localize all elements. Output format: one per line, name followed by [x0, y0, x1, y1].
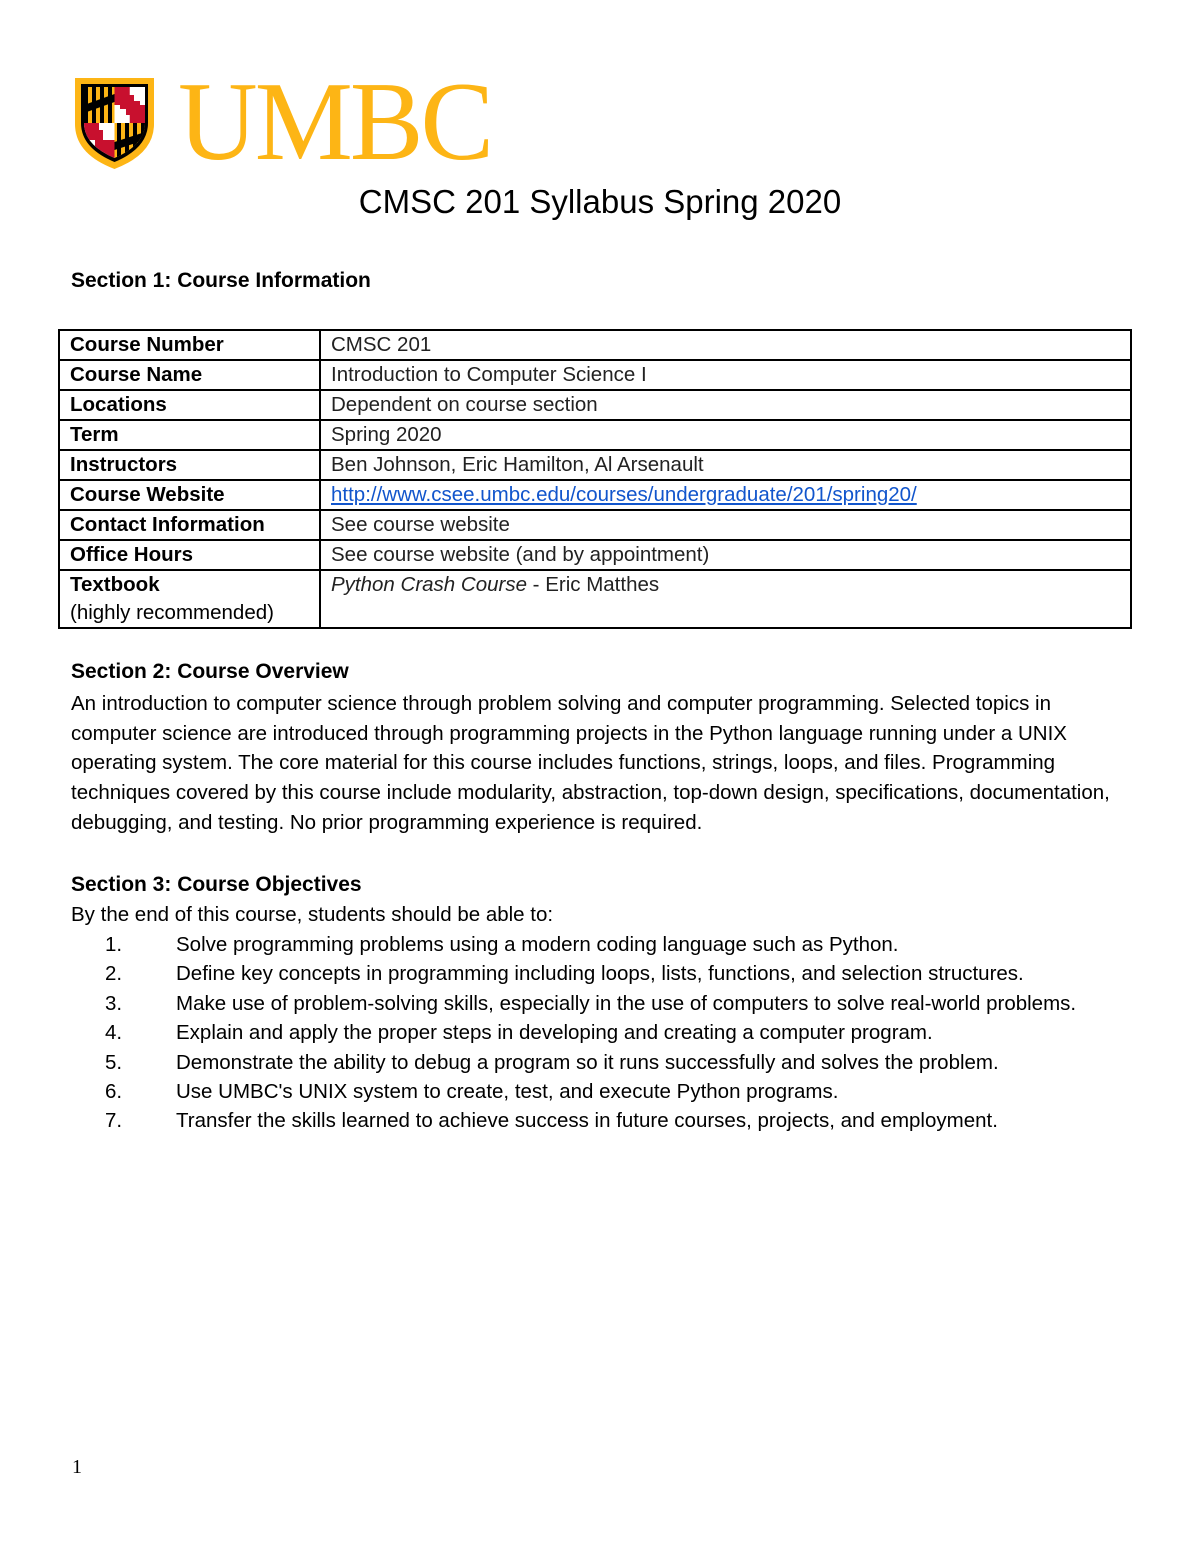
item-number: 6.	[105, 1079, 123, 1103]
row-key: Term	[59, 420, 320, 450]
item-number: 7.	[105, 1109, 123, 1133]
table-row	[59, 510, 1131, 540]
list-item	[0, 959, 1200, 988]
table-row	[59, 450, 1131, 480]
umbc-wordmark: UMBC	[178, 60, 492, 184]
row-key: Instructors	[59, 450, 320, 480]
item-number: 2.	[105, 962, 123, 986]
item-text: Make use of problem-solving skills, especially in the use of computers to solve real-world problems.	[176, 991, 1077, 1015]
item-text: Explain and apply the proper steps in developing and creating a computer program.	[176, 1021, 933, 1045]
table-row	[59, 330, 1131, 360]
section3-heading: Section 3: Course Objectives	[71, 873, 362, 896]
textbook-author: - Eric Matthes	[526, 573, 660, 596]
item-text: Define key concepts in programming including loops, lists, functions, and selection structures.	[176, 962, 1024, 986]
item-number: 5.	[105, 1050, 123, 1074]
row-key: Office Hours	[59, 540, 320, 570]
textbook-label: Textbook	[70, 573, 160, 596]
item-text: Solve programming problems using a modern coding language such as Python.	[176, 933, 899, 956]
page-number: 1	[72, 1456, 82, 1478]
table-row	[59, 360, 1131, 390]
list-item	[0, 989, 1200, 1018]
textbook-note: (highly recommended)	[70, 601, 274, 624]
item-number: 4.	[105, 1021, 123, 1045]
row-key: Locations	[59, 390, 320, 420]
row-key: Course Website	[59, 480, 320, 510]
item-text: Demonstrate the ability to debug a program so it runs successfully and solves the problem.	[176, 1050, 999, 1074]
row-value: Introduction to Computer Science I	[320, 360, 1131, 390]
row-value: CMSC 201	[320, 330, 1131, 360]
table-row	[59, 390, 1131, 420]
textbook-title: Python Crash Course	[331, 573, 527, 596]
row-value: Dependent on course section	[320, 390, 1131, 420]
table-row	[59, 480, 1131, 510]
row-key	[59, 570, 320, 628]
course-website-link[interactable]: http://www.csee.umbc.edu/courses/undergraduate/201/spring20/	[331, 483, 917, 506]
row-value: See course website	[320, 510, 1131, 540]
row-value	[320, 480, 1131, 510]
document-title: CMSC 201 Syllabus Spring 2020	[358, 183, 842, 220]
list-item	[0, 1077, 1200, 1106]
item-number: 1.	[105, 933, 123, 956]
list-item	[0, 1048, 1200, 1077]
table-row	[59, 570, 1131, 628]
row-value	[320, 570, 1131, 628]
row-value: See course website (and by appointment)	[320, 540, 1131, 570]
row-key: Contact Information	[59, 510, 320, 540]
list-item	[0, 1106, 1200, 1135]
row-key: Course Number	[59, 330, 320, 360]
objectives-intro: By the end of this course, students should be able to:	[71, 903, 554, 926]
umbc-logo	[72, 60, 492, 184]
objectives-list	[0, 930, 1200, 1136]
table-row	[59, 420, 1131, 450]
item-number: 3.	[105, 991, 123, 1015]
section2-heading: Section 2: Course Overview	[71, 660, 349, 683]
row-key: Course Name	[59, 360, 320, 390]
item-text: Transfer the skills learned to achieve success in future courses, projects, and employment.	[176, 1109, 998, 1133]
course-overview-text: An introduction to computer science through problem solving and computer programming. Selected topics in computer science are introduced through programming projects in the Python language running under a UNIX operating system. The core material for this course includes functions, strings, loops, and files. Programming techniques covered by this course include modularity, abstraction, top-down design, specifications, documentation, debugging, and testing. No prior programming experience is required.	[71, 692, 1110, 834]
row-value: Spring 2020	[320, 420, 1131, 450]
table-row	[59, 540, 1131, 570]
row-value: Ben Johnson, Eric Hamilton, Al Arsenault	[320, 450, 1131, 480]
course-info-table	[58, 329, 1132, 629]
list-item	[0, 930, 1200, 959]
item-text: Use UMBC's UNIX system to create, test, and execute Python programs.	[176, 1079, 839, 1103]
section1-heading: Section 1: Course Information	[71, 269, 371, 292]
list-item	[0, 1018, 1200, 1047]
